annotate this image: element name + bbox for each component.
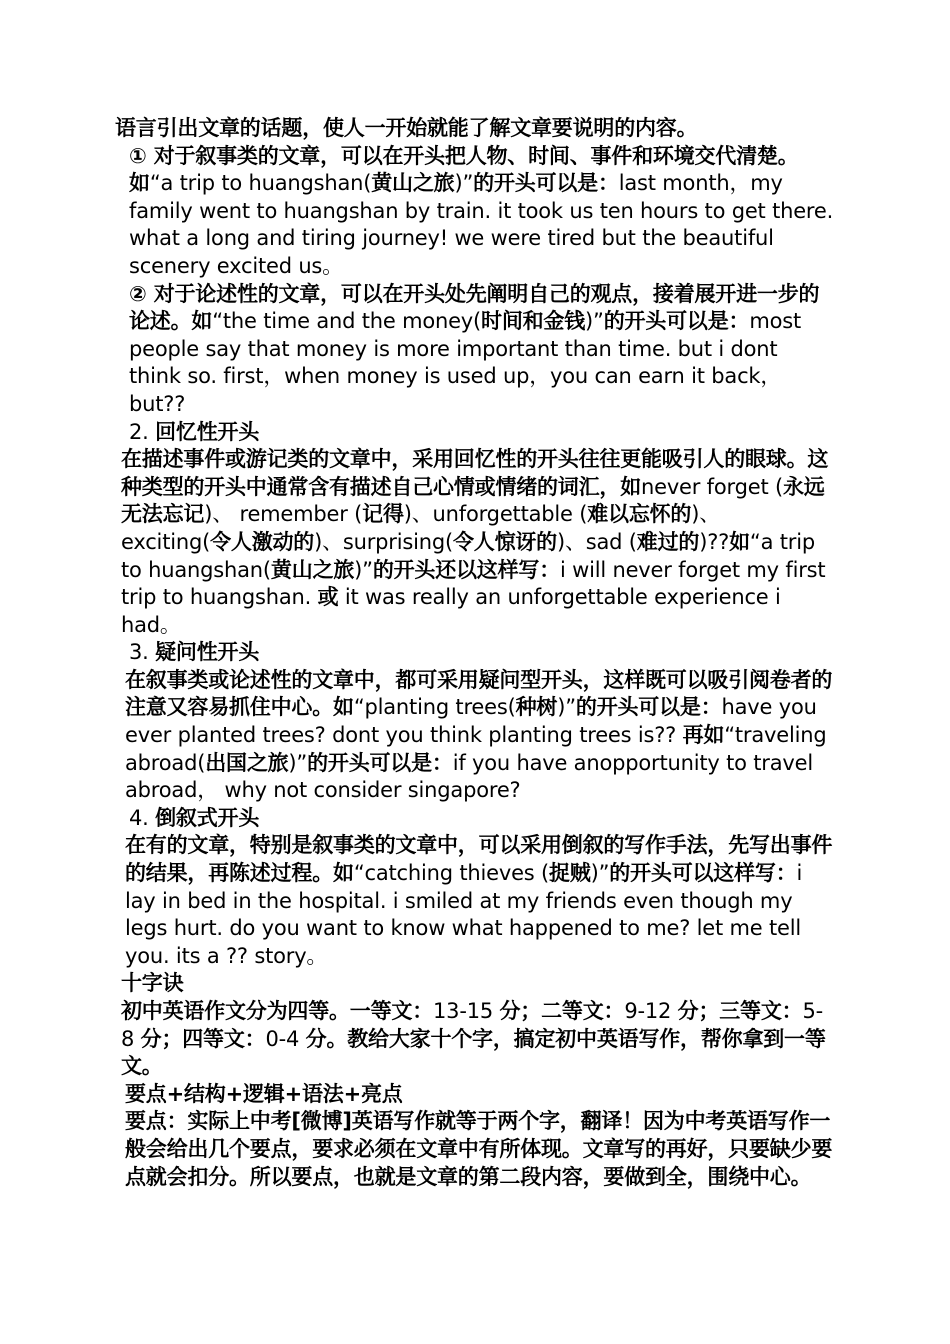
bold-text-run: 难过的 [636, 529, 700, 554]
text-run: )、surprising( [314, 529, 453, 554]
text-run: 13-15 [433, 999, 500, 1023]
bold-text-run: 倒叙式开头 [155, 805, 260, 830]
text-run: “catching thieves ( [353, 861, 549, 886]
text-run: 2. [129, 419, 156, 444]
bold-text-run: 的开头可以是： [575, 695, 722, 720]
text-run: )、 exciting( [121, 502, 721, 554]
bold-text-run: 记得 [362, 502, 404, 527]
bold-text-run: 种树 [515, 695, 558, 720]
text-run: “planting trees( [353, 695, 516, 720]
bold-text-run: 捉贼 [549, 861, 591, 886]
paragraph [115, 1081, 835, 1109]
text-run: 9-12 [624, 999, 678, 1023]
text-run: “a trip to huangshan( [149, 171, 372, 196]
paragraph [115, 970, 835, 998]
text-run: 0-4 [265, 1026, 306, 1051]
text-run: )、unforgettable ( [403, 502, 588, 527]
text-run: 5-8 [121, 999, 824, 1051]
bold-text-run: 时间和金钱 [481, 309, 586, 334]
text-run: )” [454, 171, 474, 196]
text-run: “traveling abroad( [125, 723, 827, 775]
bold-text-run: 在叙事类或论述性的文章中，都可采用疑问型开头，这样既可以吸引阅卷者的注意又容易抓住中心。如 [125, 667, 833, 720]
bold-text-run: 永远无法忘记 [121, 474, 825, 527]
bold-text-run: 初中英语作文分为四等。一等文： [121, 999, 433, 1023]
text-run: have you ever planted trees? dont you think planting trees is?? [125, 695, 817, 748]
text-run: )” [585, 309, 604, 334]
bold-text-run: 令人惊讶的 [452, 529, 557, 554]
text-run: )?? [699, 529, 730, 554]
bold-text-run: 语言引出文章的话题，使人一开始就能了解文章要说明的内容。 [115, 116, 698, 140]
paragraph [115, 998, 835, 1081]
paragraph [115, 805, 835, 833]
paragraph [115, 832, 835, 970]
bold-text-run: 分；三等文： [677, 999, 803, 1023]
bold-text-run: 疑问性开头 [155, 640, 260, 665]
bold-text-run: 回忆性开头 [155, 419, 260, 444]
text-run: 4. [129, 805, 156, 830]
bold-text-run: 出国之旅 [205, 750, 289, 775]
text-run: “the time and the money( [212, 309, 482, 334]
paragraph [115, 1108, 835, 1191]
text-run: if you have anopportunity to travel abroad， why not consider singapore? [125, 750, 813, 803]
bold-text-run: 的开头可以这样写： [609, 861, 797, 886]
text-run: “a trip to huangshan( [121, 529, 815, 582]
bold-text-run: 黄山之旅 [270, 557, 355, 582]
text-run: )” [354, 557, 373, 582]
bold-text-run: 如 [729, 529, 750, 554]
paragraph [115, 281, 835, 419]
paragraph [115, 143, 835, 281]
bold-text-run: 在有的文章，特别是叙事类的文章中，可以采用倒叙的写作手法，先写出事件的结果，再陈述过程。如 [125, 833, 833, 886]
paragraph [115, 446, 835, 639]
bold-text-run: 再如 [682, 723, 725, 748]
bold-text-run: 要点+结构+逻辑+语法+亮点 [125, 1081, 403, 1106]
bold-text-run: ② 对于论述性的文章，可以在开头处先阐明自己的观点，接着展开进一步的论述。如 [129, 281, 820, 334]
paragraph [115, 639, 835, 667]
text-run: i will never forget my first trip to huangshan. [121, 557, 826, 610]
bold-text-run: 令人激动的 [210, 529, 315, 554]
bold-text-run: 分；四等文： [140, 1026, 266, 1051]
text-run: never forget ( [641, 474, 783, 499]
bold-text-run: ① 对于叙事类的文章，可以在开头把人物、时间、事件和环境交代清楚。如 [129, 143, 799, 196]
bold-text-run: 难以忘怀的 [587, 502, 692, 527]
bold-text-run: 的开头可以是： [603, 309, 750, 334]
text-run: )、sad ( [556, 529, 637, 554]
bold-text-run: 的开头可以是： [473, 171, 619, 196]
bold-text-run: 在描述事件或游记类的文章中，采用回忆性的开头往往更能吸引人的眼球。这种类型的开头中通常含有描述自己心情或情绪的词汇，如 [121, 447, 829, 499]
bold-text-run: 分；二等文： [499, 999, 625, 1023]
text-run: )” [557, 695, 576, 720]
text-run: it was really an unforgettable experience i had。 [121, 585, 781, 637]
paragraph [115, 115, 835, 143]
bold-text-run: 的开头可以是： [307, 750, 453, 775]
document-page [115, 115, 835, 1191]
bold-text-run: 或 [317, 585, 339, 610]
bold-text-run: 黄山之旅 [371, 171, 455, 196]
text-run: )” [288, 750, 308, 775]
text-run: i lay in bed in the hospital. i smiled at my friends even though my legs hurt. do you want to know what happened to me? let me tell you. its a ?? story。 [125, 861, 803, 968]
bold-text-run: 的开头还以这样写： [372, 557, 561, 582]
bold-text-run: 要点：实际上中考[微博]英语写作就等于两个字，翻译！因为中考英语写作一般会给出几个要点，要求必须在文章中有所体现。文章写的再好，只要缺少要点就会扣分。所以要点，也就是文章的第二段内容，要做到全，围绕中心。 [125, 1109, 833, 1189]
text-run: )” [590, 861, 610, 886]
bold-text-run: 十字诀 [121, 971, 184, 996]
text-run: most people say that money is more important than time. but i dont think so. first，when money is used up，you can earn it back，but?? [129, 309, 802, 416]
bold-text-run: 分。教给大家十个字，搞定初中英语写作，帮你拿到一等文。 [121, 1026, 826, 1079]
paragraph [115, 667, 835, 805]
paragraph [115, 419, 835, 447]
text-run: 3. [129, 640, 156, 665]
text-run: )、 remember ( [204, 502, 363, 527]
text-run: last month，my family went to huangshan by train. it took us ten hours to get there. what a long and tiring journey! we were tired but the beautiful scenery excited us。 [129, 171, 834, 278]
